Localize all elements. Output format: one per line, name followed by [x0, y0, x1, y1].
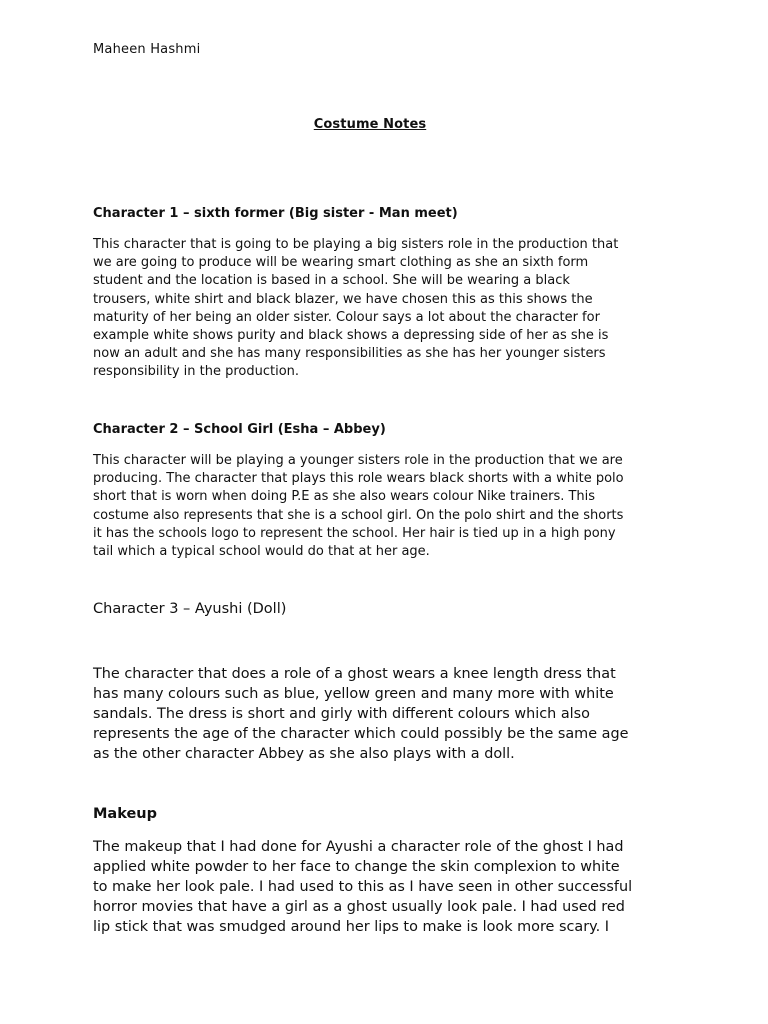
author-name: Maheen Hashmi: [93, 42, 201, 57]
paragraph-line: This character will be playing a younger sisters role in the production that we are: [93, 453, 623, 468]
section-heading-character-3: Character 3 – Ayushi (Doll): [93, 601, 287, 617]
section-heading-character-1: Character 1 – sixth former (Big sister - Man meet): [93, 206, 458, 221]
paragraph-line: The character that does a role of a ghost wears a knee length dress that: [93, 666, 616, 682]
paragraph-line: lip stick that was smudged around her lips to make is look more scary. I: [93, 919, 609, 935]
paragraph-line: represents the age of the character which could possibly be the same age: [93, 726, 629, 742]
paragraph-line: it has the schools logo to represent the school. Her hair is tied up in a high pony: [93, 525, 616, 541]
paragraph-line: responsibility in the production.: [93, 364, 300, 380]
paragraph-line: has many colours such as blue, yellow green and many more with white: [93, 686, 614, 702]
paragraph-line: to make her look pale. I had used to this as I have seen in other successful: [93, 879, 633, 895]
paragraph-line: trousers, white shirt and black blazer, we have chosen this as this shows the: [93, 291, 593, 307]
paragraph-line: now an adult and she has many responsibilities as she has her younger sisters: [93, 346, 606, 362]
paragraph-line: This character that is going to be playing a big sisters role in the production that: [93, 237, 619, 252]
paragraph-line: tail which a typical school would do that at her age.: [93, 544, 430, 560]
section-body-makeup: [93, 837, 693, 937]
section-body-character-1: [93, 236, 693, 382]
paragraph-line: applied white powder to her face to change the skin complexion to white: [93, 859, 620, 875]
paragraph-line: producing. The character that plays this role wears black shorts with a white polo: [93, 471, 624, 487]
paragraph-line: short that is worn when doing P.E as she also wears colour Nike trainers. This: [93, 489, 596, 505]
paragraph-line: student and the location is based in a school. She will be wearing a black: [93, 273, 570, 289]
paragraph-line: example white shows purity and black shows a depressing side of her as she is: [93, 328, 609, 344]
section-body-character-2: [93, 452, 693, 561]
paragraph-line: we are going to produce will be wearing smart clothing as she an sixth form: [93, 255, 589, 271]
section-heading-makeup: Makeup: [93, 806, 158, 822]
paragraph-line: The makeup that I had done for Ayushi a character role of the ghost I had: [93, 839, 624, 855]
section-heading-character-2: Character 2 – School Girl (Esha – Abbey): [93, 422, 386, 437]
paragraph-line: maturity of her being an older sister. Colour says a lot about the character for: [93, 309, 600, 325]
section-body-character-3: [93, 664, 693, 764]
document-title: Costume Notes: [313, 117, 427, 132]
paragraph-line: as the other character Abbey as she also plays with a doll.: [93, 746, 515, 762]
paragraph-line: sandals. The dress is short and girly with different colours which also: [93, 706, 590, 722]
paragraph-line: costume also represents that she is a school girl. On the polo shirt and the shorts: [93, 507, 624, 523]
paragraph-line: horror movies that have a girl as a ghost usually look pale. I had used red: [93, 899, 625, 915]
